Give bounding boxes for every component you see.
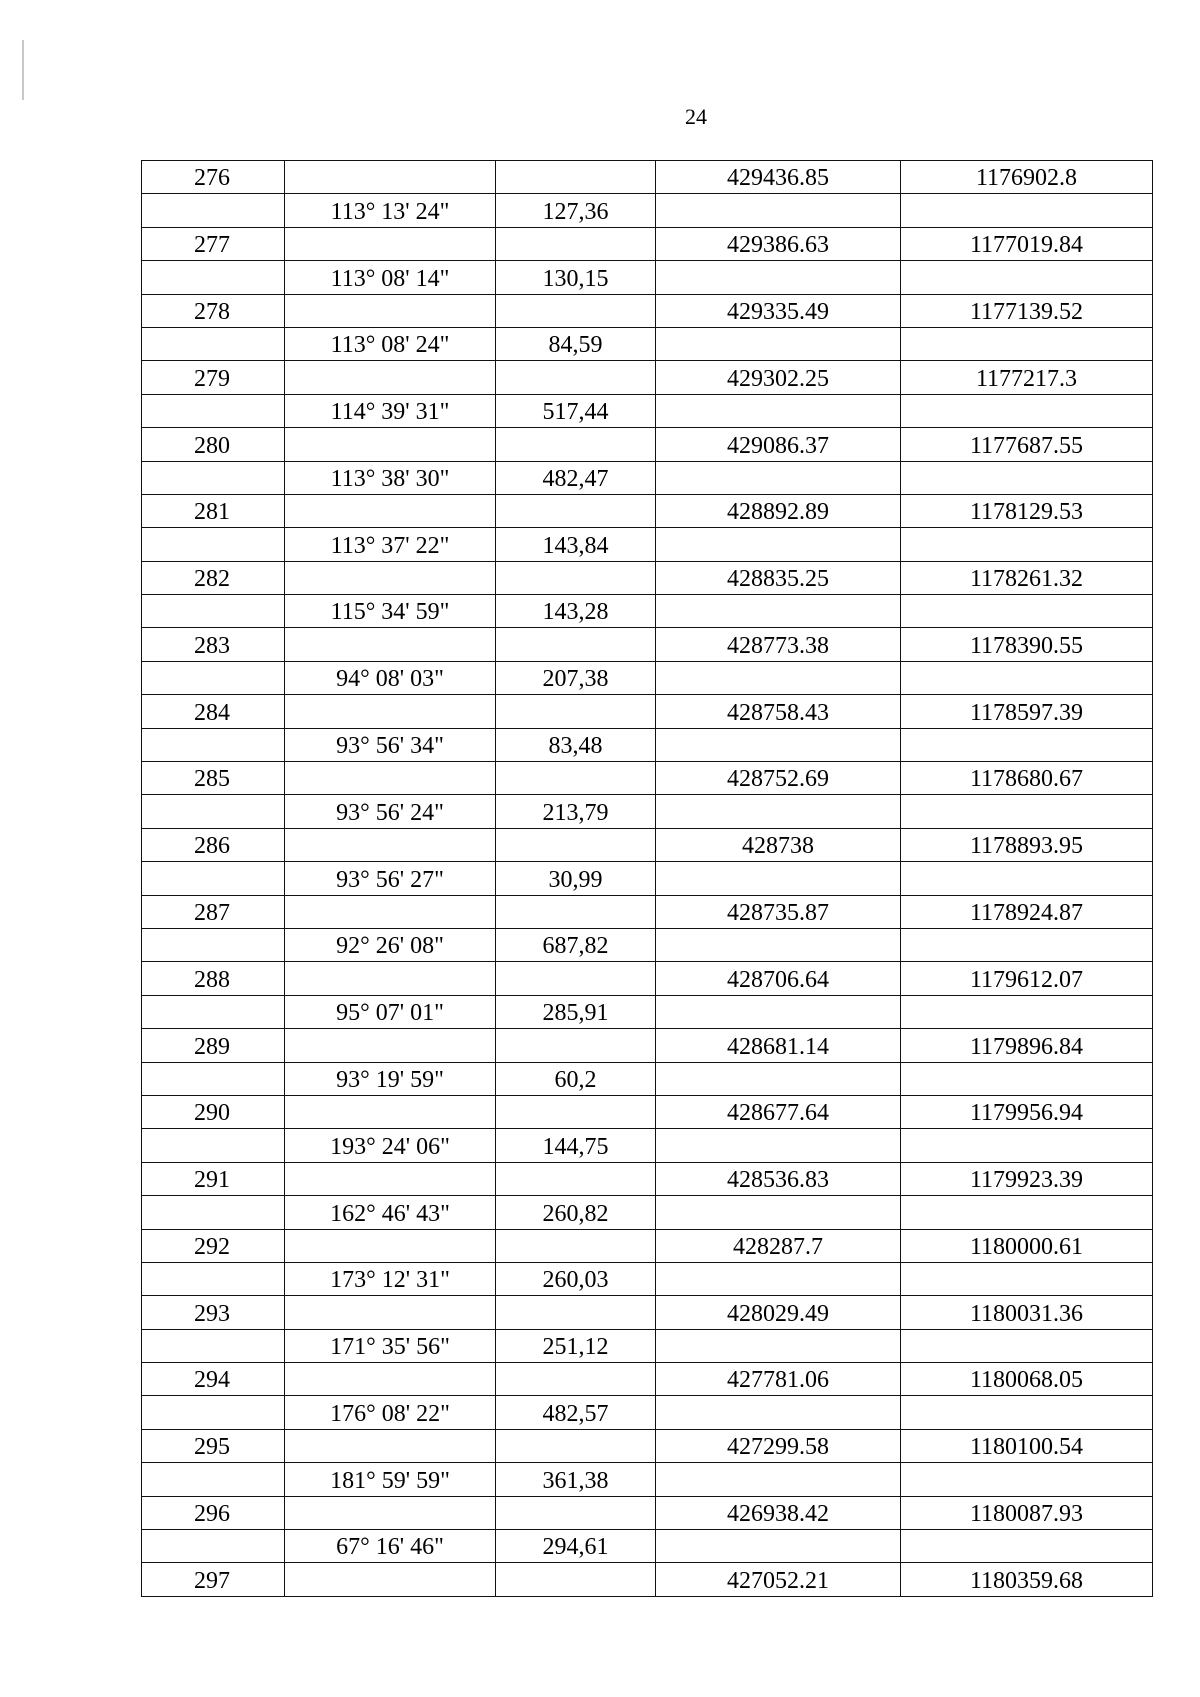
x-coordinate-cell (656, 1262, 901, 1295)
bearing-angle-cell (285, 895, 496, 928)
y-coordinate-cell (901, 528, 1153, 561)
table-row (142, 628, 1153, 661)
y-coordinate-cell: 1179896.84 (901, 1029, 1153, 1062)
bearing-angle-cell (285, 294, 496, 327)
bearing-angle-cell (285, 962, 496, 995)
x-coordinate-cell (656, 728, 901, 761)
table-row (142, 1563, 1153, 1596)
point-number-cell: 283 (142, 628, 285, 661)
distance-cell (496, 895, 656, 928)
table-row (142, 227, 1153, 260)
table-row (142, 1229, 1153, 1262)
x-coordinate-cell: 428706.64 (656, 962, 901, 995)
table-row (142, 661, 1153, 694)
distance-cell: 130,15 (496, 261, 656, 294)
point-number-cell (142, 1463, 285, 1496)
table-row (142, 1029, 1153, 1062)
bearing-angle-cell (285, 361, 496, 394)
x-coordinate-cell (656, 595, 901, 628)
y-coordinate-cell: 1180087.93 (901, 1496, 1153, 1529)
table-row (142, 1496, 1153, 1529)
x-coordinate-cell: 428677.64 (656, 1095, 901, 1128)
bearing-angle-cell (285, 561, 496, 594)
x-coordinate-cell: 427781.06 (656, 1363, 901, 1396)
point-number-cell: 281 (142, 494, 285, 527)
bearing-angle-cell (285, 762, 496, 795)
distance-cell (496, 695, 656, 728)
y-coordinate-cell (901, 394, 1153, 427)
table-row (142, 161, 1153, 194)
x-coordinate-cell: 428681.14 (656, 1029, 901, 1062)
distance-cell (496, 294, 656, 327)
point-number-cell: 282 (142, 561, 285, 594)
bearing-angle-cell: 114° 39' 31" (285, 394, 496, 427)
y-coordinate-cell: 1180031.36 (901, 1296, 1153, 1329)
table-row (142, 461, 1153, 494)
y-coordinate-cell: 1178261.32 (901, 561, 1153, 594)
bearing-angle-cell: 113° 08' 14" (285, 261, 496, 294)
table-row (142, 194, 1153, 227)
distance-cell (496, 1162, 656, 1195)
bearing-angle-cell: 113° 13' 24" (285, 194, 496, 227)
distance-cell: 30,99 (496, 862, 656, 895)
point-number-cell (142, 528, 285, 561)
x-coordinate-cell (656, 795, 901, 828)
distance-cell (496, 628, 656, 661)
bearing-angle-cell: 171° 35' 56" (285, 1329, 496, 1362)
point-number-cell (142, 1129, 285, 1162)
y-coordinate-cell (901, 1329, 1153, 1362)
distance-cell: 60,2 (496, 1062, 656, 1095)
bearing-angle-cell (285, 695, 496, 728)
distance-cell (496, 1229, 656, 1262)
x-coordinate-cell (656, 261, 901, 294)
x-coordinate-cell: 428835.25 (656, 561, 901, 594)
x-coordinate-cell: 428029.49 (656, 1296, 901, 1329)
distance-cell (496, 161, 656, 194)
distance-cell (496, 428, 656, 461)
y-coordinate-cell: 1179956.94 (901, 1095, 1153, 1128)
distance-cell: 517,44 (496, 394, 656, 427)
y-coordinate-cell (901, 261, 1153, 294)
point-number-cell: 293 (142, 1296, 285, 1329)
y-coordinate-cell (901, 595, 1153, 628)
y-coordinate-cell: 1179923.39 (901, 1162, 1153, 1195)
point-number-cell: 290 (142, 1095, 285, 1128)
point-number-cell (142, 595, 285, 628)
point-number-cell: 289 (142, 1029, 285, 1062)
x-coordinate-cell: 428892.89 (656, 494, 901, 527)
distance-cell (496, 1029, 656, 1062)
bearing-angle-cell: 113° 08' 24" (285, 327, 496, 360)
distance-cell (496, 1496, 656, 1529)
distance-cell (496, 494, 656, 527)
table-row (142, 762, 1153, 795)
table-row (142, 1329, 1153, 1362)
table-row (142, 995, 1153, 1028)
x-coordinate-cell (656, 661, 901, 694)
point-number-cell: 277 (142, 227, 285, 260)
y-coordinate-cell (901, 661, 1153, 694)
y-coordinate-cell (901, 1062, 1153, 1095)
y-coordinate-cell (901, 1463, 1153, 1496)
x-coordinate-cell: 428752.69 (656, 762, 901, 795)
distance-cell: 285,91 (496, 995, 656, 1028)
point-number-cell (142, 1262, 285, 1295)
bearing-angle-cell (285, 1496, 496, 1529)
y-coordinate-cell: 1180359.68 (901, 1563, 1153, 1596)
point-number-cell (142, 1530, 285, 1563)
bearing-angle-cell: 93° 56' 27" (285, 862, 496, 895)
point-number-cell: 296 (142, 1496, 285, 1529)
point-number-cell (142, 261, 285, 294)
distance-cell (496, 1429, 656, 1462)
bearing-angle-cell (285, 628, 496, 661)
y-coordinate-cell: 1177019.84 (901, 227, 1153, 260)
table-row (142, 361, 1153, 394)
table-row (142, 795, 1153, 828)
point-number-cell (142, 194, 285, 227)
point-number-cell (142, 394, 285, 427)
table-row (142, 528, 1153, 561)
point-number-cell (142, 327, 285, 360)
x-coordinate-cell (656, 1396, 901, 1429)
point-number-cell: 285 (142, 762, 285, 795)
point-number-cell (142, 1196, 285, 1229)
table-row (142, 1530, 1153, 1563)
table-row (142, 494, 1153, 527)
y-coordinate-cell: 1177217.3 (901, 361, 1153, 394)
x-coordinate-cell (656, 995, 901, 1028)
bearing-angle-cell (285, 1162, 496, 1195)
table-row (142, 1429, 1153, 1462)
x-coordinate-cell: 429436.85 (656, 161, 901, 194)
distance-cell: 482,57 (496, 1396, 656, 1429)
y-coordinate-cell (901, 1262, 1153, 1295)
x-coordinate-cell (656, 1463, 901, 1496)
bearing-angle-cell: 181° 59' 59" (285, 1463, 496, 1496)
table-row (142, 862, 1153, 895)
bearing-angle-cell: 176° 08' 22" (285, 1396, 496, 1429)
point-number-cell (142, 795, 285, 828)
x-coordinate-cell (656, 928, 901, 961)
bearing-angle-cell: 113° 38' 30" (285, 461, 496, 494)
x-coordinate-cell: 426938.42 (656, 1496, 901, 1529)
bearing-angle-cell (285, 428, 496, 461)
bearing-angle-cell: 92° 26' 08" (285, 928, 496, 961)
x-coordinate-cell (656, 194, 901, 227)
x-coordinate-cell: 427052.21 (656, 1563, 901, 1596)
distance-cell: 143,84 (496, 528, 656, 561)
table-row (142, 261, 1153, 294)
y-coordinate-cell (901, 1196, 1153, 1229)
y-coordinate-cell (901, 862, 1153, 895)
point-number-cell: 286 (142, 828, 285, 861)
bearing-angle-cell (285, 828, 496, 861)
bearing-angle-cell: 93° 56' 24" (285, 795, 496, 828)
table-row (142, 327, 1153, 360)
y-coordinate-cell: 1178597.39 (901, 695, 1153, 728)
x-coordinate-cell (656, 327, 901, 360)
bearing-angle-cell: 93° 56' 34" (285, 728, 496, 761)
bearing-angle-cell (285, 1363, 496, 1396)
table-row (142, 1296, 1153, 1329)
bearing-angle-cell (285, 227, 496, 260)
distance-cell: 260,03 (496, 1262, 656, 1295)
table-row (142, 1162, 1153, 1195)
distance-cell (496, 561, 656, 594)
distance-cell (496, 828, 656, 861)
bearing-angle-cell: 113° 37' 22" (285, 528, 496, 561)
bearing-angle-cell (285, 1429, 496, 1462)
table-row (142, 1095, 1153, 1128)
distance-cell: 143,28 (496, 595, 656, 628)
distance-cell: 361,38 (496, 1463, 656, 1496)
table-row (142, 1062, 1153, 1095)
table-row (142, 294, 1153, 327)
distance-cell: 482,47 (496, 461, 656, 494)
y-coordinate-cell: 1177139.52 (901, 294, 1153, 327)
y-coordinate-cell (901, 795, 1153, 828)
point-number-cell: 284 (142, 695, 285, 728)
table-row (142, 595, 1153, 628)
y-coordinate-cell: 1178893.95 (901, 828, 1153, 861)
table-row (142, 1129, 1153, 1162)
bearing-angle-cell (285, 494, 496, 527)
x-coordinate-cell: 428735.87 (656, 895, 901, 928)
x-coordinate-cell (656, 528, 901, 561)
point-number-cell: 279 (142, 361, 285, 394)
distance-cell: 687,82 (496, 928, 656, 961)
table-row (142, 561, 1153, 594)
y-coordinate-cell (901, 728, 1153, 761)
y-coordinate-cell: 1180068.05 (901, 1363, 1153, 1396)
x-coordinate-cell: 428738 (656, 828, 901, 861)
scan-edge-mark (22, 40, 24, 100)
table-row (142, 1463, 1153, 1496)
bearing-angle-cell (285, 1095, 496, 1128)
x-coordinate-cell: 428773.38 (656, 628, 901, 661)
bearing-angle-cell: 93° 19' 59" (285, 1062, 496, 1095)
distance-cell (496, 762, 656, 795)
point-number-cell: 278 (142, 294, 285, 327)
distance-cell: 260,82 (496, 1196, 656, 1229)
x-coordinate-cell: 429302.25 (656, 361, 901, 394)
bearing-angle-cell: 162° 46' 43" (285, 1196, 496, 1229)
x-coordinate-cell: 428287.7 (656, 1229, 901, 1262)
table-row (142, 928, 1153, 961)
x-coordinate-cell (656, 394, 901, 427)
distance-cell: 294,61 (496, 1530, 656, 1563)
y-coordinate-cell: 1180000.61 (901, 1229, 1153, 1262)
y-coordinate-cell: 1180100.54 (901, 1429, 1153, 1462)
point-number-cell: 276 (142, 161, 285, 194)
point-number-cell: 297 (142, 1563, 285, 1596)
bearing-angle-cell: 173° 12' 31" (285, 1262, 496, 1295)
distance-cell: 127,36 (496, 194, 656, 227)
distance-cell (496, 1095, 656, 1128)
table-row (142, 695, 1153, 728)
x-coordinate-cell (656, 1530, 901, 1563)
y-coordinate-cell: 1178924.87 (901, 895, 1153, 928)
bearing-angle-cell (285, 1563, 496, 1596)
y-coordinate-cell: 1176902.8 (901, 161, 1153, 194)
y-coordinate-cell (901, 1396, 1153, 1429)
table-row (142, 1396, 1153, 1429)
y-coordinate-cell: 1178390.55 (901, 628, 1153, 661)
coordinates-table-body (142, 161, 1153, 1597)
y-coordinate-cell: 1178680.67 (901, 762, 1153, 795)
y-coordinate-cell: 1179612.07 (901, 962, 1153, 995)
point-number-cell (142, 1329, 285, 1362)
x-coordinate-cell: 427299.58 (656, 1429, 901, 1462)
bearing-angle-cell (285, 1229, 496, 1262)
x-coordinate-cell (656, 1329, 901, 1362)
point-number-cell: 294 (142, 1363, 285, 1396)
table-row (142, 428, 1153, 461)
table-row (142, 1363, 1153, 1396)
distance-cell (496, 962, 656, 995)
x-coordinate-cell (656, 1129, 901, 1162)
y-coordinate-cell (901, 928, 1153, 961)
x-coordinate-cell (656, 1196, 901, 1229)
point-number-cell (142, 461, 285, 494)
y-coordinate-cell (901, 327, 1153, 360)
bearing-angle-cell (285, 1029, 496, 1062)
point-number-cell: 287 (142, 895, 285, 928)
distance-cell: 144,75 (496, 1129, 656, 1162)
coordinates-table (141, 160, 1153, 1597)
point-number-cell (142, 862, 285, 895)
y-coordinate-cell (901, 995, 1153, 1028)
table-row (142, 728, 1153, 761)
point-number-cell: 295 (142, 1429, 285, 1462)
distance-cell: 84,59 (496, 327, 656, 360)
bearing-angle-cell: 193° 24' 06" (285, 1129, 496, 1162)
distance-cell (496, 1363, 656, 1396)
point-number-cell (142, 928, 285, 961)
point-number-cell: 280 (142, 428, 285, 461)
point-number-cell (142, 728, 285, 761)
distance-cell (496, 1296, 656, 1329)
table-row (142, 394, 1153, 427)
table-row (142, 895, 1153, 928)
point-number-cell (142, 1396, 285, 1429)
x-coordinate-cell (656, 461, 901, 494)
table-row (142, 962, 1153, 995)
distance-cell: 83,48 (496, 728, 656, 761)
distance-cell (496, 1563, 656, 1596)
y-coordinate-cell (901, 1129, 1153, 1162)
distance-cell (496, 227, 656, 260)
bearing-angle-cell (285, 161, 496, 194)
point-number-cell: 292 (142, 1229, 285, 1262)
table-row (142, 1196, 1153, 1229)
bearing-angle-cell: 94° 08' 03" (285, 661, 496, 694)
x-coordinate-cell: 429335.49 (656, 294, 901, 327)
point-number-cell (142, 995, 285, 1028)
y-coordinate-cell (901, 194, 1153, 227)
bearing-angle-cell: 67° 16' 46" (285, 1530, 496, 1563)
table-row (142, 1262, 1153, 1295)
table-row (142, 828, 1153, 861)
distance-cell: 207,38 (496, 661, 656, 694)
point-number-cell: 291 (142, 1162, 285, 1195)
y-coordinate-cell: 1178129.53 (901, 494, 1153, 527)
distance-cell: 251,12 (496, 1329, 656, 1362)
point-number-cell (142, 1062, 285, 1095)
point-number-cell: 288 (142, 962, 285, 995)
y-coordinate-cell (901, 1530, 1153, 1563)
point-number-cell (142, 661, 285, 694)
distance-cell (496, 361, 656, 394)
bearing-angle-cell: 95° 07' 01" (285, 995, 496, 1028)
x-coordinate-cell: 428536.83 (656, 1162, 901, 1195)
y-coordinate-cell (901, 461, 1153, 494)
bearing-angle-cell (285, 1296, 496, 1329)
x-coordinate-cell (656, 1062, 901, 1095)
y-coordinate-cell: 1177687.55 (901, 428, 1153, 461)
x-coordinate-cell (656, 862, 901, 895)
bearing-angle-cell: 115° 34' 59" (285, 595, 496, 628)
x-coordinate-cell: 428758.43 (656, 695, 901, 728)
distance-cell: 213,79 (496, 795, 656, 828)
page-number: 24 (685, 104, 707, 129)
x-coordinate-cell: 429386.63 (656, 227, 901, 260)
x-coordinate-cell: 429086.37 (656, 428, 901, 461)
